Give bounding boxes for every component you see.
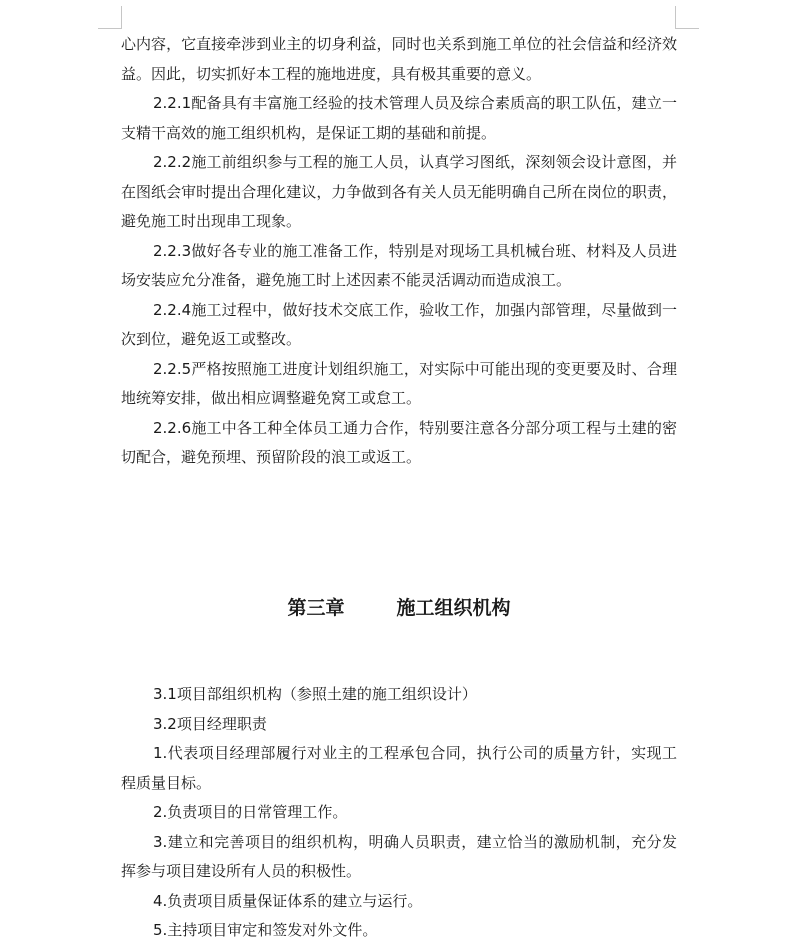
section-heading: 3.1项目部组织机构（参照土建的施工组织设计）	[153, 685, 477, 703]
list-item: 2.负责项目的日常管理工作。	[153, 803, 348, 821]
chapter-heading	[121, 593, 677, 623]
list-item: 4.负责项目质量保证体系的建立与运行。	[153, 891, 423, 910]
paragraph: 2.2.5严格按照施工进度计划组织施工，对实际中可能出现的变更要及时、合理地统筹安排，做出相应调整避免窝工或怠工。	[121, 359, 677, 407]
document-body	[121, 30, 677, 473]
list-item: 5.主持项目审定和签发对外文件。	[153, 921, 378, 939]
list-item: 1.代表项目经理部履行对业主的工程承包合同，执行公司的质量方针，实现工程质量目标。	[121, 744, 677, 792]
chapter-body	[121, 680, 677, 946]
chapter-title: 施工组织机构	[396, 597, 511, 619]
crop-mark-top-right	[675, 28, 699, 29]
paragraph: 2.2.2施工前组织参与工程的施工人员，认真学习图纸，深刻领会设计意图，并在图纸会审时提出合理化建议，力争做到各有关人员无能明确自己所在岗位的职责，避免施工时出现串工现象。	[121, 153, 677, 230]
crop-mark-top-right	[675, 6, 676, 28]
crop-mark-top-left	[121, 6, 122, 28]
paragraph: 心内容，它直接牵涉到业主的切身利益，同时也关系到施工单位的社会信益和经济效益。因此，切实抓好本工程的施地进度，具有极其重要的意义。	[121, 35, 677, 83]
section-heading: 3.2项目经理职责	[153, 714, 267, 733]
paragraph: 2.2.6施工中各工种全体员工通力合作，特别要注意各分部分项工程与土建的密切配合，避免预埋、预留阶段的浪工或返工。	[121, 418, 677, 466]
list-item: 3.建立和完善项目的组织机构，明确人员职责，建立恰当的激励机制，充分发挥参与项目建设所有人员的积极性。	[121, 832, 677, 880]
chapter-number: 第三章	[287, 597, 345, 619]
paragraph: 2.2.1配备具有丰富施工经验的技术管理人员及综合素质高的职工队伍，建立一支精干高效的施工组织机构，是保证工期的基础和前提。	[121, 94, 677, 142]
paragraph: 2.2.4施工过程中，做好技术交底工作，验收工作，加强内部管理，尽量做到一次到位，避免返工或整改。	[121, 300, 677, 348]
paragraph: 2.2.3做好各专业的施工准备工作，特别是对现场工具机械台班、材料及人员进场安装应允分准备，避免施工时上述因素不能灵活调动而造成浪工。	[121, 241, 677, 289]
crop-mark-top-left	[98, 28, 122, 29]
